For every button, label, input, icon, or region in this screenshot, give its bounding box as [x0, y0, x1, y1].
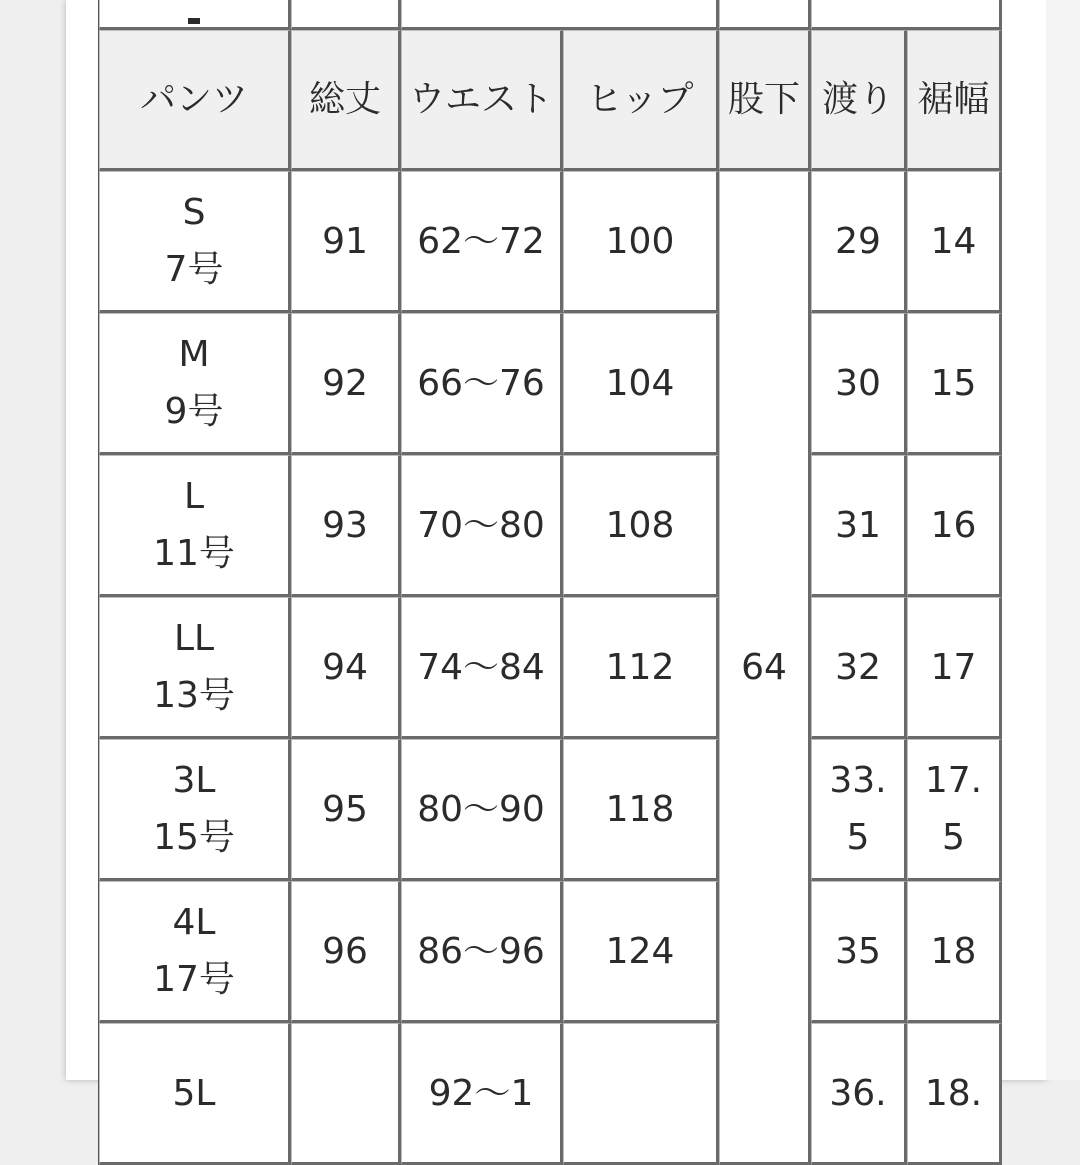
- hip-cell: 108: [563, 455, 719, 597]
- hem-cell: 15: [907, 313, 1002, 455]
- table-cell: [291, 0, 401, 30]
- header-hip: ヒップ: [563, 30, 719, 171]
- pants-size-table: [98, 0, 1002, 1165]
- table-cell: [401, 0, 719, 30]
- hip-cell: 100: [563, 171, 719, 313]
- size-cell: 5L: [99, 1023, 291, 1165]
- hem-cell: 17: [907, 597, 1002, 739]
- size-cell: LL 13号: [99, 597, 291, 739]
- hip-cell: [563, 1023, 719, 1165]
- rise-cell: 31: [811, 455, 907, 597]
- length-cell: [291, 1023, 401, 1165]
- size-cell: S 7号: [99, 171, 291, 313]
- header-size: パンツ: [99, 30, 291, 171]
- table-cell: [99, 0, 291, 30]
- inseam-cell: 64: [719, 171, 811, 1165]
- rise-cell: 36.: [811, 1023, 907, 1165]
- table-row: [99, 597, 1002, 739]
- header-length: 総丈: [291, 30, 401, 171]
- waist-cell: 70〜80: [401, 455, 563, 597]
- hip-cell: 104: [563, 313, 719, 455]
- right-edge-gutter: [1046, 0, 1080, 1080]
- length-cell: 94: [291, 597, 401, 739]
- table-row: [99, 313, 1002, 455]
- length-cell: 95: [291, 739, 401, 881]
- hip-cell: 124: [563, 881, 719, 1023]
- table-row-partial-top: [99, 0, 1002, 30]
- table-row-partial-bottom: [99, 1023, 1002, 1165]
- header-hem: 裾幅: [907, 30, 1002, 171]
- table-cell: [719, 0, 811, 30]
- waist-cell: 74〜84: [401, 597, 563, 739]
- waist-cell: 80〜90: [401, 739, 563, 881]
- length-cell: 92: [291, 313, 401, 455]
- table-cell: [811, 0, 1002, 30]
- hip-cell: 112: [563, 597, 719, 739]
- waist-cell: 92〜1: [401, 1023, 563, 1165]
- header-inseam: 股下: [719, 30, 811, 171]
- rise-cell: 32: [811, 597, 907, 739]
- rise-cell: 35: [811, 881, 907, 1023]
- table-row: [99, 455, 1002, 597]
- table-row: [99, 171, 1002, 313]
- waist-cell: 66〜76: [401, 313, 563, 455]
- hem-cell: 14: [907, 171, 1002, 313]
- length-cell: 93: [291, 455, 401, 597]
- waist-cell: 86〜96: [401, 881, 563, 1023]
- header-rise: 渡り: [811, 30, 907, 171]
- table-row: [99, 739, 1002, 881]
- length-cell: 96: [291, 881, 401, 1023]
- size-cell: M 9号: [99, 313, 291, 455]
- hem-cell: 18: [907, 881, 1002, 1023]
- rise-cell: 30: [811, 313, 907, 455]
- header-waist: ウエスト: [401, 30, 563, 171]
- hem-cell: 17.5: [907, 739, 1002, 881]
- hem-cell: 16: [907, 455, 1002, 597]
- length-cell: 91: [291, 171, 401, 313]
- hip-cell: 118: [563, 739, 719, 881]
- size-cell: L 11号: [99, 455, 291, 597]
- size-cell: 3L 15号: [99, 739, 291, 881]
- waist-cell: 62〜72: [401, 171, 563, 313]
- text-fragment: [188, 18, 200, 24]
- hem-cell: 18.: [907, 1023, 1002, 1165]
- table-row: [99, 881, 1002, 1023]
- rise-cell: 29: [811, 171, 907, 313]
- size-cell: 4L 17号: [99, 881, 291, 1023]
- table-header-row: [99, 30, 1002, 171]
- rise-cell: 33.5: [811, 739, 907, 881]
